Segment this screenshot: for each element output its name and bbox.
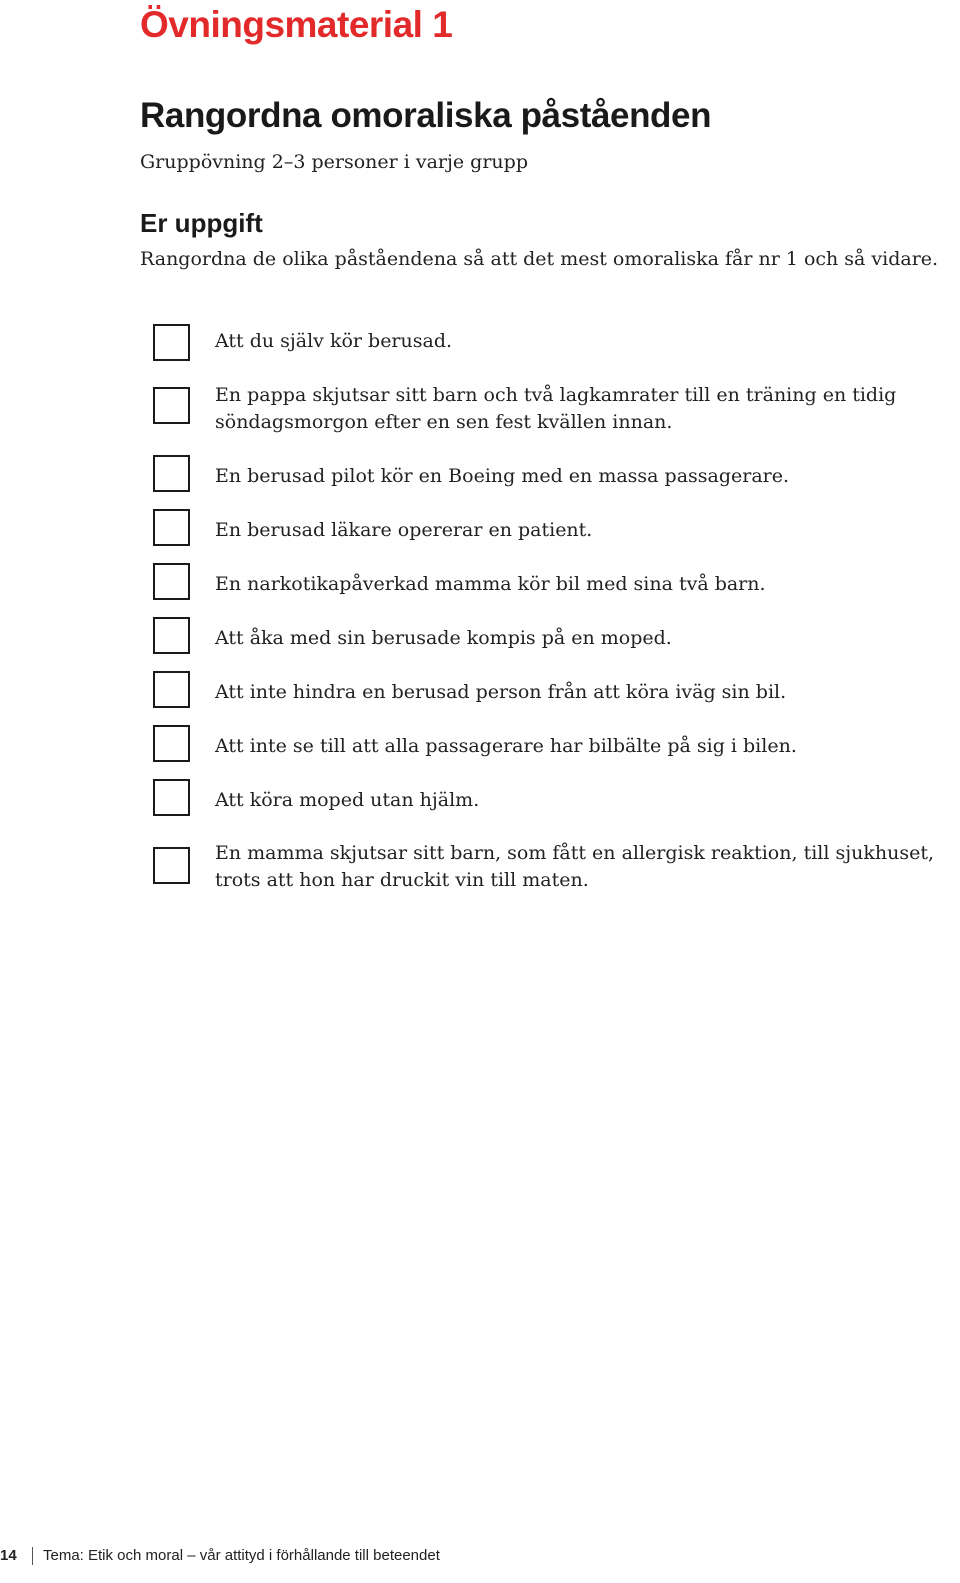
task-instructions: Rangordna de olika påståendena så att det mest omoraliska får nr 1 och så vidare. bbox=[140, 248, 939, 270]
rank-box[interactable] bbox=[153, 617, 190, 654]
statement-text: En berusad pilot kör en Boeing med en massa passagerare. bbox=[215, 465, 790, 487]
footer-text: Tema: Etik och moral – vår attityd i förhållande till beteendet bbox=[43, 1547, 440, 1564]
rank-box[interactable] bbox=[153, 725, 190, 762]
rank-box[interactable] bbox=[153, 563, 190, 600]
rank-box[interactable] bbox=[153, 671, 190, 708]
page-title: Rangordna omoraliska påståenden bbox=[140, 96, 712, 135]
statement-text: En berusad läkare opererar en patient. bbox=[215, 519, 593, 541]
statement-text: En narkotikapåverkad mamma kör bil med sina två barn. bbox=[215, 573, 766, 595]
task-heading: Er uppgift bbox=[140, 208, 263, 238]
statement-text: En pappa skjutsar sitt barn och två lagkamrater till en träning en tidig söndagsmorgon efter en sen fest kvällen innan. bbox=[215, 384, 897, 433]
rank-box[interactable] bbox=[153, 509, 190, 546]
statement-text: Att inte hindra en berusad person från att köra iväg sin bil. bbox=[215, 681, 787, 703]
footer-divider bbox=[32, 1547, 33, 1565]
rank-box[interactable] bbox=[153, 387, 190, 424]
statement-text: Att köra moped utan hjälm. bbox=[215, 789, 480, 811]
page-subtitle: Gruppövning 2–3 personer i varje grupp bbox=[140, 151, 528, 173]
statement-text: Att du själv kör berusad. bbox=[215, 330, 453, 352]
rank-box[interactable] bbox=[153, 847, 190, 884]
rank-box[interactable] bbox=[153, 324, 190, 361]
statement-text: Att åka med sin berusade kompis på en moped. bbox=[215, 627, 672, 649]
statement-text: En mamma skjutsar sitt barn, som fått en allergisk reaktion, till sjukhuset, trots att hon har druckit vin till maten. bbox=[215, 842, 935, 891]
section-label: Övningsmaterial 1 bbox=[140, 4, 453, 45]
rank-box[interactable] bbox=[153, 779, 190, 816]
rank-box[interactable] bbox=[153, 455, 190, 492]
statement-text: Att inte se till att alla passagerare har bilbälte på sig i bilen. bbox=[215, 735, 797, 757]
page-number: 14 bbox=[0, 1547, 17, 1564]
